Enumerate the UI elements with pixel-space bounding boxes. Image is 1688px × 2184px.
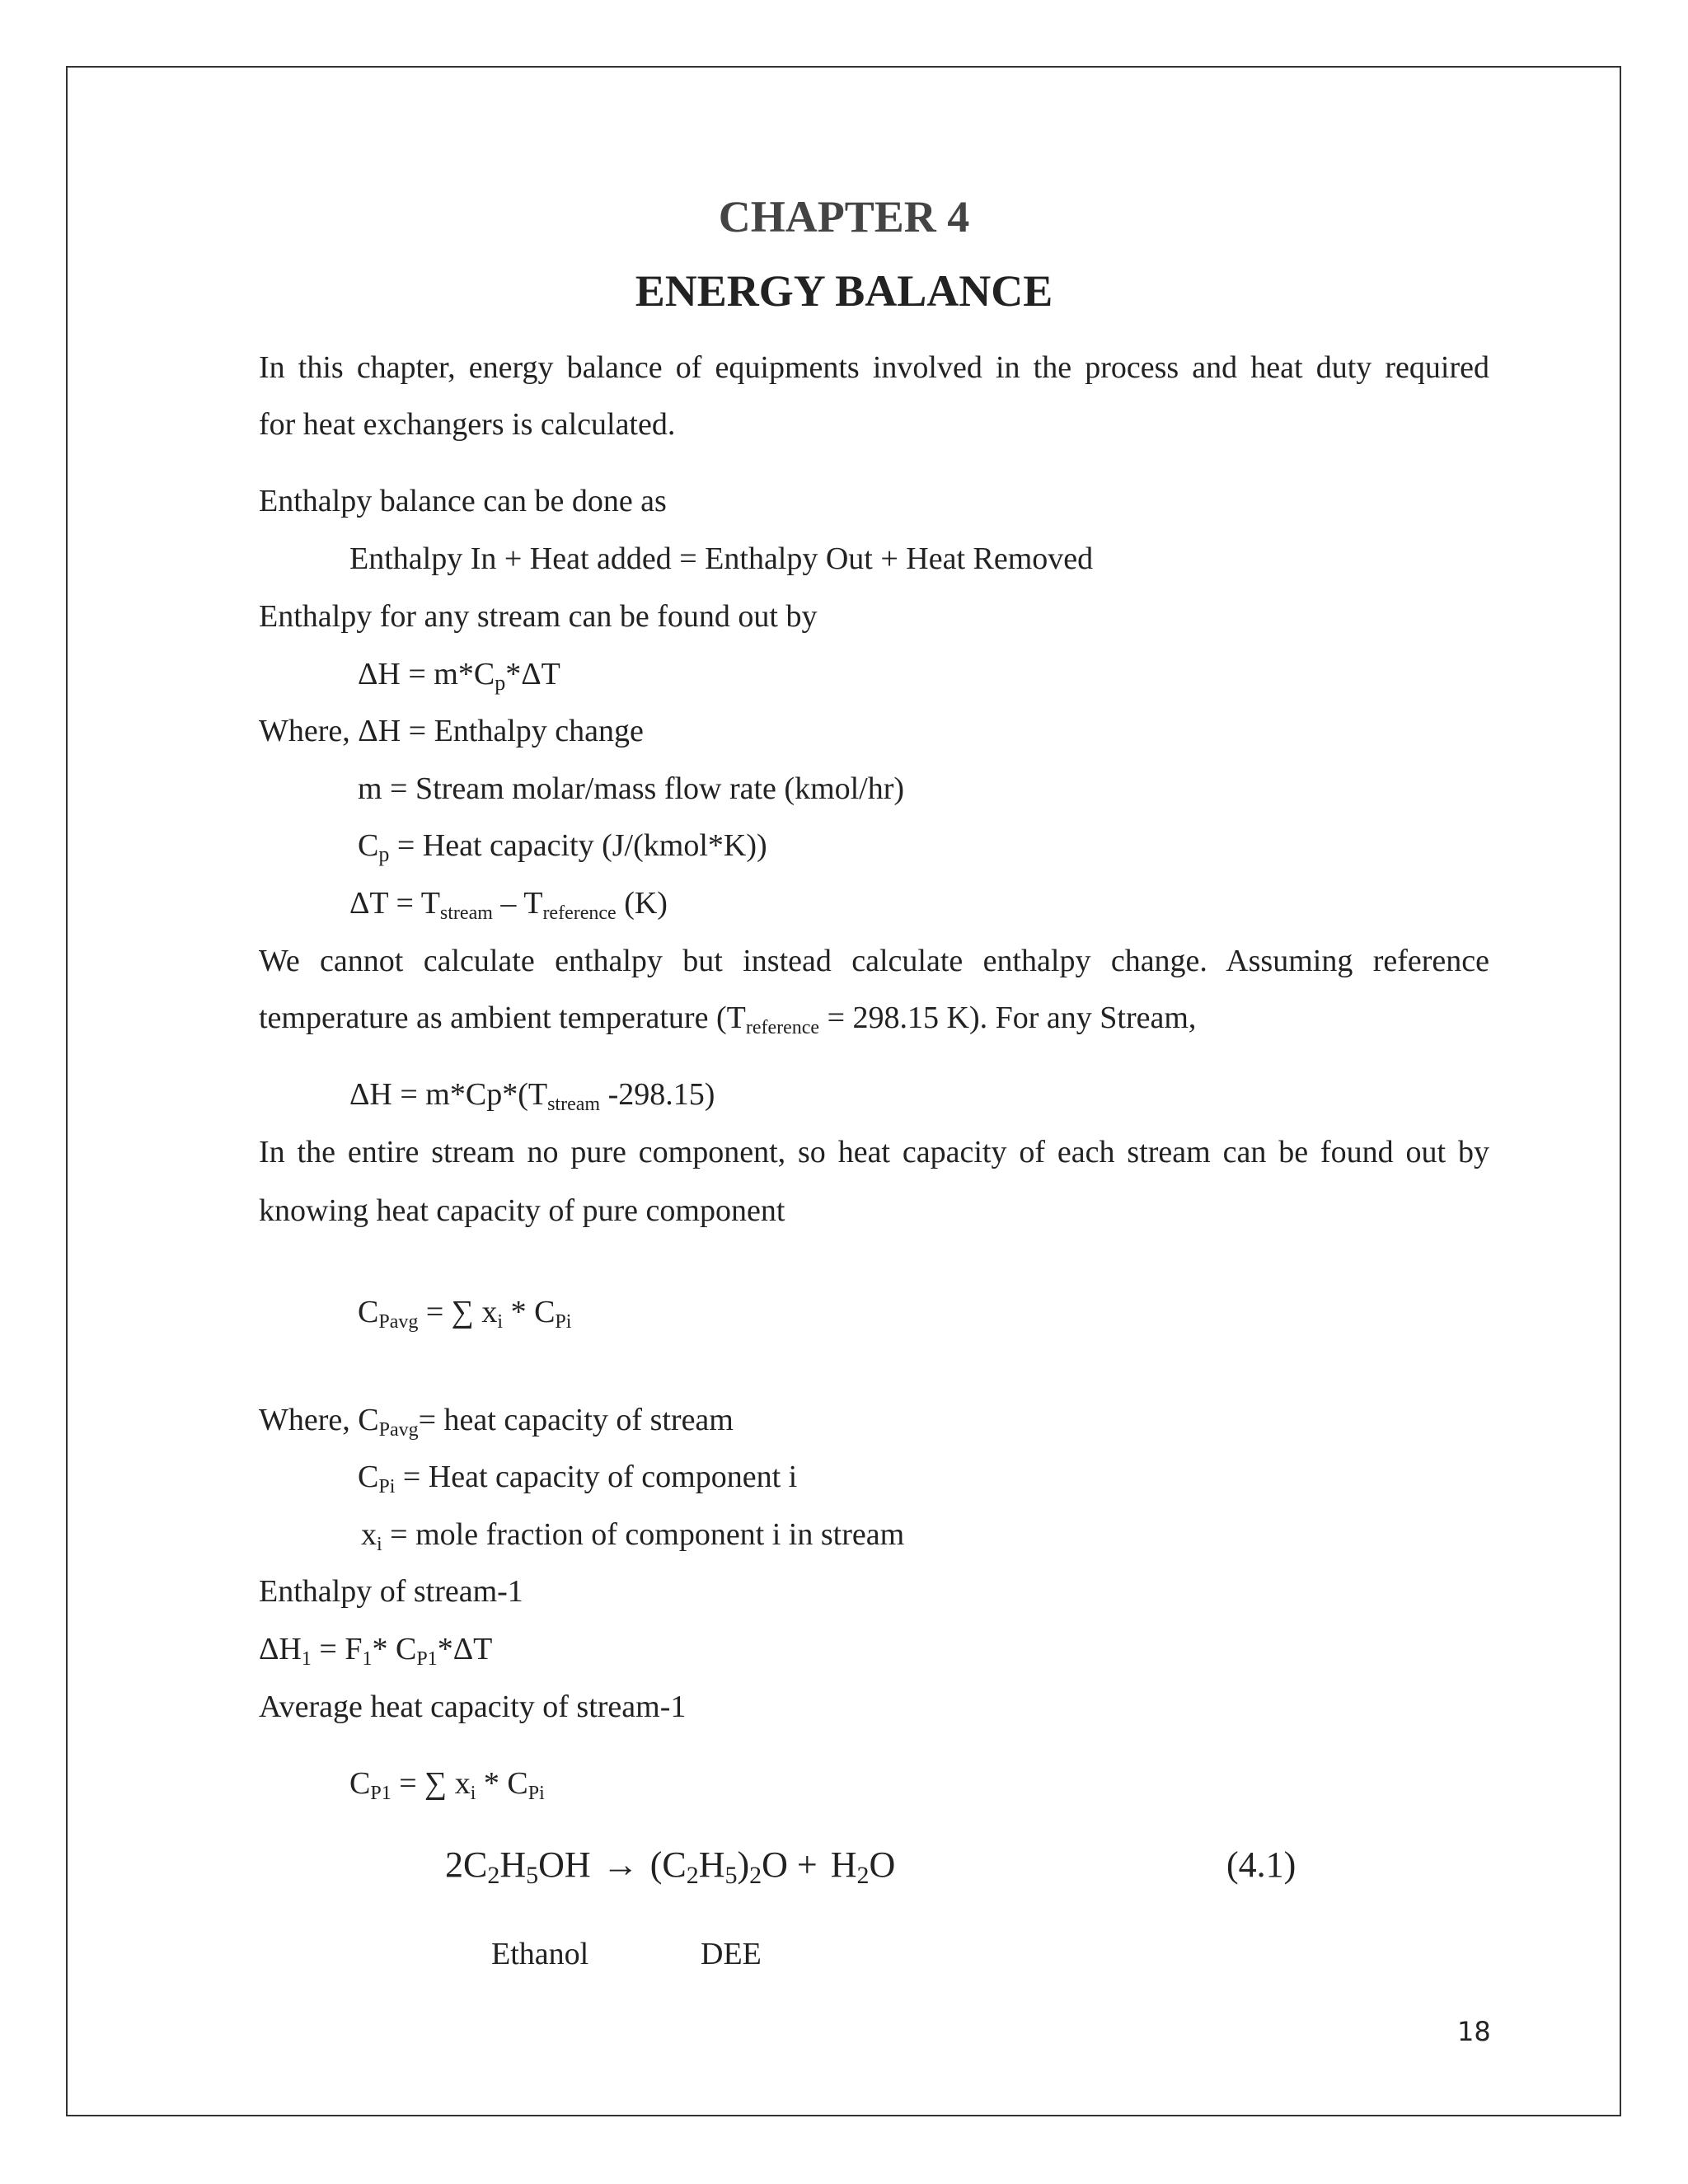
label-dee: DEE [701, 1937, 762, 1971]
stream1-average-text: Average heat capacity of stream-1 [259, 1690, 687, 1724]
definition-delta-t: $\Delta T = T_{stream} - T_{reference}$ (K) [349, 886, 668, 924]
intro-line-2: for heat exchangers is calculated. [259, 407, 676, 442]
enthalpy-balance-text: Enthalpy balance can be done as [259, 484, 667, 518]
definition-cpi: $C_{Pi}$ = Heat capacity of component i [358, 1460, 798, 1497]
stream1-title: Enthalpy of stream-1 [259, 1574, 523, 1609]
chapter-title: ENERGY BALANCE [635, 266, 1053, 316]
assumption-line-2: temperature as ambient temperature ($T_{reference} = 298.15$ K). For any Stream, [259, 1001, 1197, 1038]
where-delta-h: Where, ΔH = Enthalpy change [259, 714, 644, 748]
enthalpy-balance-equation: Enthalpy In + Heat added = Enthalpy Out + Heat Removed [349, 541, 1094, 576]
enthalpy-equation: $\Delta H = m*C_p*\Delta T$ [358, 657, 560, 695]
equation-number: (4.1) [1226, 1844, 1296, 1885]
cp1-equation: $C_{P1}$ = ∑ $x_i * C_{Pi}$ [349, 1766, 545, 1804]
label-ethanol: Ethanol [491, 1937, 589, 1971]
definition-cp: $C_p$ = Heat capacity (J/(kmol*K)) [358, 828, 767, 866]
stream-enthalpy-text: Enthalpy for any stream can be found out by [259, 599, 818, 634]
intro-line-1: In this chapter, energy balance of equipments involved in the process and heat duty required [259, 350, 1489, 385]
mixture-line-2: knowing heat capacity of pure component [259, 1193, 785, 1228]
page-number: 18 [1457, 2016, 1491, 2047]
definition-xi: $x_i$ = mole fraction of component i in stream [361, 1517, 905, 1555]
definition-m: m = Stream molar/mass flow rate (kmol/hr) [358, 771, 905, 806]
reaction-arrow-icon: → [602, 1844, 639, 1885]
cpavg-equation: $C_{Pavg}$ = ∑ $x_i * C_{Pi}$ [358, 1295, 572, 1333]
stream1-enthalpy-equation: $\Delta H_1 = F_1*$ $C_{P1}*\Delta T$ [259, 1632, 493, 1670]
reaction-equation: $2C_2H_5OH \to (C_2H_5)_2O + H_2O$ [445, 1844, 896, 1889]
chapter-label: CHAPTER 4 [718, 192, 970, 241]
assumption-line-1: We cannot calculate enthalpy but instead calculate enthalpy change. Assuming reference [259, 944, 1489, 978]
mixture-line-1: In the entire stream no pure component, so heat capacity of each stream can be found out by [259, 1135, 1489, 1169]
stream-delta-h-equation: $\Delta H = m*Cp*(T_{stream}$ -298.15) [349, 1077, 715, 1115]
where-cpavg: Where, $C_{Pavg}=$ heat capacity of stream [259, 1403, 734, 1441]
